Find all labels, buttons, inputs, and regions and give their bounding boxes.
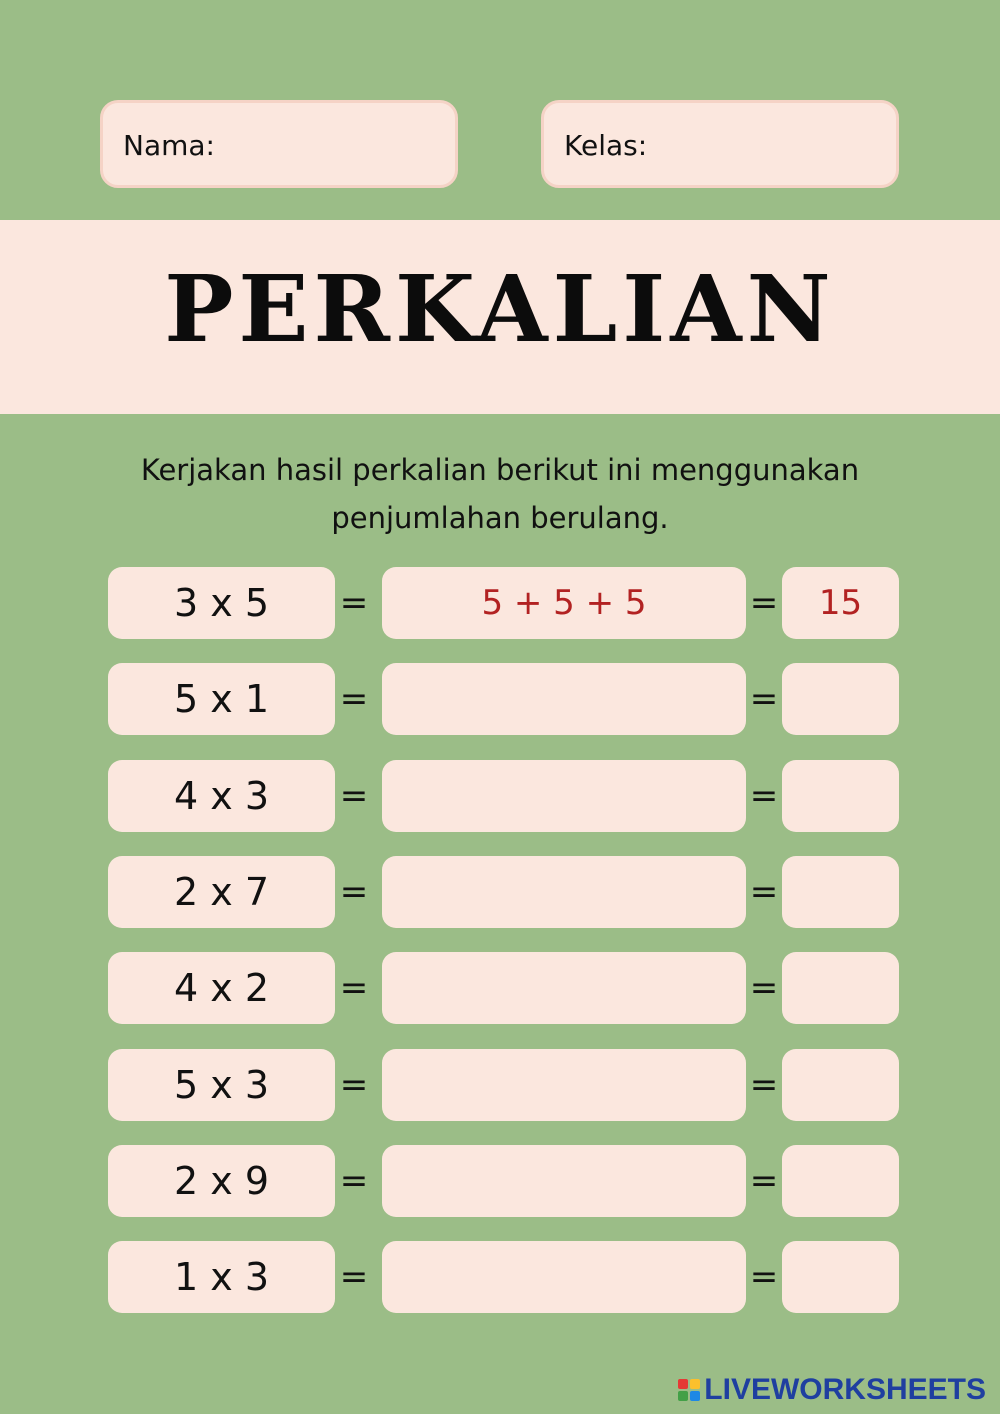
instructions-line-2: penjumlahan berulang. (331, 501, 669, 535)
equals-sign: = (339, 679, 369, 719)
equals-sign: = (749, 776, 779, 816)
equals-sign: = (749, 1065, 779, 1105)
instructions (100, 446, 900, 542)
kelas-input[interactable] (659, 123, 880, 169)
answer-input[interactable] (782, 1145, 899, 1217)
working-input[interactable] (382, 760, 746, 832)
working-field[interactable] (382, 1049, 746, 1121)
equals-sign: = (749, 1161, 779, 1201)
equals-sign: = (749, 679, 779, 719)
answer-input[interactable] (782, 663, 899, 735)
nama-field[interactable] (100, 100, 458, 188)
working-field[interactable] (382, 663, 746, 735)
working-input[interactable] (382, 856, 746, 928)
answer-field[interactable] (782, 952, 899, 1024)
answer-input[interactable] (782, 952, 899, 1024)
kelas-field[interactable] (541, 100, 899, 188)
equals-sign: = (749, 872, 779, 912)
working-input[interactable] (382, 567, 746, 639)
equals-sign: = (339, 776, 369, 816)
problem-question: 2 x 9 (108, 1145, 335, 1217)
answer-field[interactable] (782, 567, 899, 639)
answer-field[interactable] (782, 1049, 899, 1121)
answer-field[interactable] (782, 856, 899, 928)
working-input[interactable] (382, 1145, 746, 1217)
working-field[interactable] (382, 1145, 746, 1217)
liveworksheets-logo-icon (678, 1379, 700, 1401)
logo-text: LIVEWORKSHEETS (704, 1373, 986, 1406)
equals-sign: = (339, 1065, 369, 1105)
instructions-line-1: Kerjakan hasil perkalian berikut ini menggunakan (140, 453, 860, 487)
working-field[interactable] (382, 1241, 746, 1313)
nama-input[interactable] (223, 123, 439, 169)
page-title: PERKALIAN (164, 255, 836, 363)
equals-sign: = (339, 968, 369, 1008)
working-input[interactable] (382, 1241, 746, 1313)
problem-question: 5 x 3 (108, 1049, 335, 1121)
equals-sign: = (339, 872, 369, 912)
working-field[interactable] (382, 567, 746, 639)
answer-input[interactable] (782, 1049, 899, 1121)
equals-sign: = (339, 1257, 369, 1297)
answer-field[interactable] (782, 760, 899, 832)
kelas-label: Kelas: (564, 129, 648, 162)
working-input[interactable] (382, 952, 746, 1024)
problem-question: 2 x 7 (108, 856, 335, 928)
answer-input[interactable] (782, 760, 899, 832)
equals-sign: = (749, 583, 779, 623)
problem-question: 4 x 2 (108, 952, 335, 1024)
answer-input[interactable] (782, 567, 899, 639)
answer-field[interactable] (782, 1145, 899, 1217)
equals-sign: = (339, 583, 369, 623)
liveworksheets-logo (678, 1372, 986, 1408)
problem-question: 3 x 5 (108, 567, 335, 639)
answer-field[interactable] (782, 663, 899, 735)
equals-sign: = (339, 1161, 369, 1201)
working-input[interactable] (382, 663, 746, 735)
equals-sign: = (749, 1257, 779, 1297)
answer-field[interactable] (782, 1241, 899, 1313)
working-input[interactable] (382, 1049, 746, 1121)
nama-label: Nama: (123, 129, 215, 162)
working-field[interactable] (382, 952, 746, 1024)
answer-input[interactable] (782, 1241, 899, 1313)
equals-sign: = (749, 968, 779, 1008)
working-field[interactable] (382, 760, 746, 832)
working-field[interactable] (382, 856, 746, 928)
answer-input[interactable] (782, 856, 899, 928)
problem-question: 4 x 3 (108, 760, 335, 832)
problem-question: 5 x 1 (108, 663, 335, 735)
problem-question: 1 x 3 (108, 1241, 335, 1313)
